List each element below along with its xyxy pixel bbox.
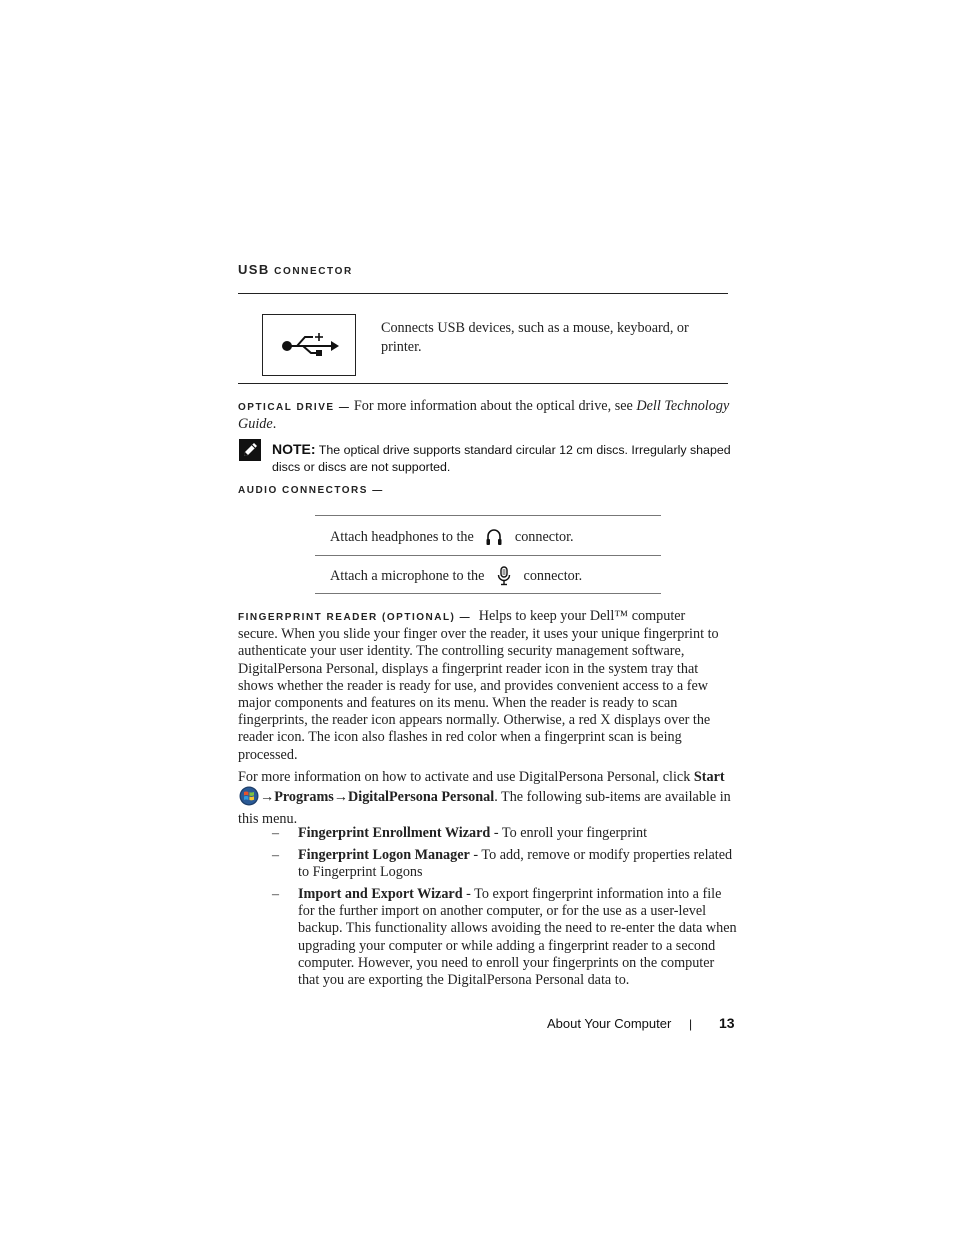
sub-item-enrollment bbox=[238, 825, 738, 843]
audio-row-headphones bbox=[330, 527, 650, 552]
optical-drive-paragraph bbox=[238, 398, 738, 433]
audio-table-bottom-rule bbox=[315, 593, 661, 594]
digitalpersona-path: DigitalPersona Personal bbox=[348, 789, 495, 806]
optical-drive-period: . bbox=[272, 416, 277, 432]
footer bbox=[500, 1015, 736, 1035]
sub-item-dash: – bbox=[272, 887, 279, 902]
sub-item-desc: - To enroll your fingerprint bbox=[490, 825, 648, 841]
usb-description: Connects USB devices, such as a mouse, keyboard, or printer. bbox=[381, 320, 689, 355]
more-info-text: For more information on how to activate and use DigitalPersona Personal, click bbox=[238, 769, 691, 785]
sub-item-dash: – bbox=[272, 826, 279, 841]
note-text: The optical drive supports standard circular 12 cm discs. Irregularly shaped discs or discs are not supported. bbox=[272, 443, 731, 474]
footer-section-title: About Your Computer bbox=[547, 1016, 672, 1031]
sub-item-name: Import and Export Wizard bbox=[298, 886, 463, 902]
sub-item-dash: – bbox=[272, 848, 279, 863]
windows-start-icon bbox=[239, 786, 259, 811]
fingerprint-text: Helps to keep your Dell™ computer secure. When you slide your finger over the reader, it uses your unique fingerprint to authenticate your user identity. The controlling security management software, DigitalPersona Personal, displays a fingerprint reader icon in the system tray that shows whether the reader is ready for use, and provides convenient access to a few major components and features on its menu. When the reader is ready to scan fingerprints, the reader icon appears normally. Otherwise, a red X displays over the reader icon. The icon also flashes in red color when a fingerprint scan is being processed. bbox=[238, 608, 719, 763]
sub-item-import-export bbox=[238, 886, 738, 991]
start-label: Start bbox=[693, 769, 725, 785]
optical-drive-heading: OPTICAL DRIVE — bbox=[238, 402, 351, 413]
sub-item-text bbox=[298, 886, 738, 989]
sub-item-text bbox=[298, 825, 738, 842]
sub-item-name: Fingerprint Logon Manager bbox=[298, 847, 470, 863]
usb-heading-rest: CONNECTOR bbox=[274, 266, 353, 277]
headphones-icon bbox=[485, 527, 503, 552]
usb-icon bbox=[281, 331, 339, 364]
audio-row-microphone-before: Attach a microphone to the bbox=[330, 568, 485, 584]
note-pencil-icon bbox=[239, 439, 261, 466]
microphone-icon bbox=[496, 566, 512, 591]
page-number: 13 bbox=[719, 1015, 735, 1031]
audio-row-headphones-after: connector. bbox=[514, 529, 574, 545]
audio-row-microphone-after: connector. bbox=[523, 568, 583, 584]
sub-item-desc: - To export fingerprint information into a file for the further import on another computer, or for the use as a user-level backup. This functionality allows avoiding the need to re-enter the data when upgrading your computer or while adding a fingerprint reader to a second computer. However, you need to enroll your fingerprints on the computer that you are exporting the DigitalPersona Personal data to. bbox=[298, 886, 737, 989]
sub-item-text bbox=[298, 847, 738, 881]
audio-row-microphone bbox=[330, 566, 650, 591]
programs-path: →Programs→ bbox=[260, 789, 348, 806]
sub-item-desc: - To add, remove or modify properties related to Fingerprint Logons bbox=[298, 847, 733, 881]
more-info-after: . The following sub-items are available in this menu. bbox=[238, 789, 731, 828]
usb-icon-box bbox=[262, 314, 356, 376]
dell-technology-guide-ref: Dell Technology Guide bbox=[238, 398, 730, 432]
optical-drive-text: For more information about the optical drive, see bbox=[353, 398, 637, 414]
usb-heading-main: USB bbox=[238, 262, 270, 277]
more-info-paragraph bbox=[238, 769, 738, 829]
footer-separator: | bbox=[689, 1017, 693, 1031]
note-block bbox=[272, 441, 742, 476]
fingerprint-heading: FINGERPRINT READER (OPTIONAL) — bbox=[238, 612, 472, 623]
audio-row-headphones-before: Attach headphones to the bbox=[330, 529, 474, 545]
usb-table-top-rule bbox=[238, 293, 728, 294]
usb-table-bottom-rule bbox=[238, 383, 728, 384]
audio-connectors-heading: AUDIO CONNECTORS — bbox=[238, 485, 384, 496]
audio-table-top-rule bbox=[315, 515, 661, 516]
usb-connector-heading bbox=[238, 262, 353, 277]
sub-item-name: Fingerprint Enrollment Wizard bbox=[298, 825, 491, 841]
sub-item-logon-manager bbox=[238, 847, 738, 883]
fingerprint-paragraph bbox=[238, 608, 723, 764]
audio-table-middle-rule bbox=[315, 555, 661, 556]
note-label: NOTE: bbox=[272, 441, 316, 457]
